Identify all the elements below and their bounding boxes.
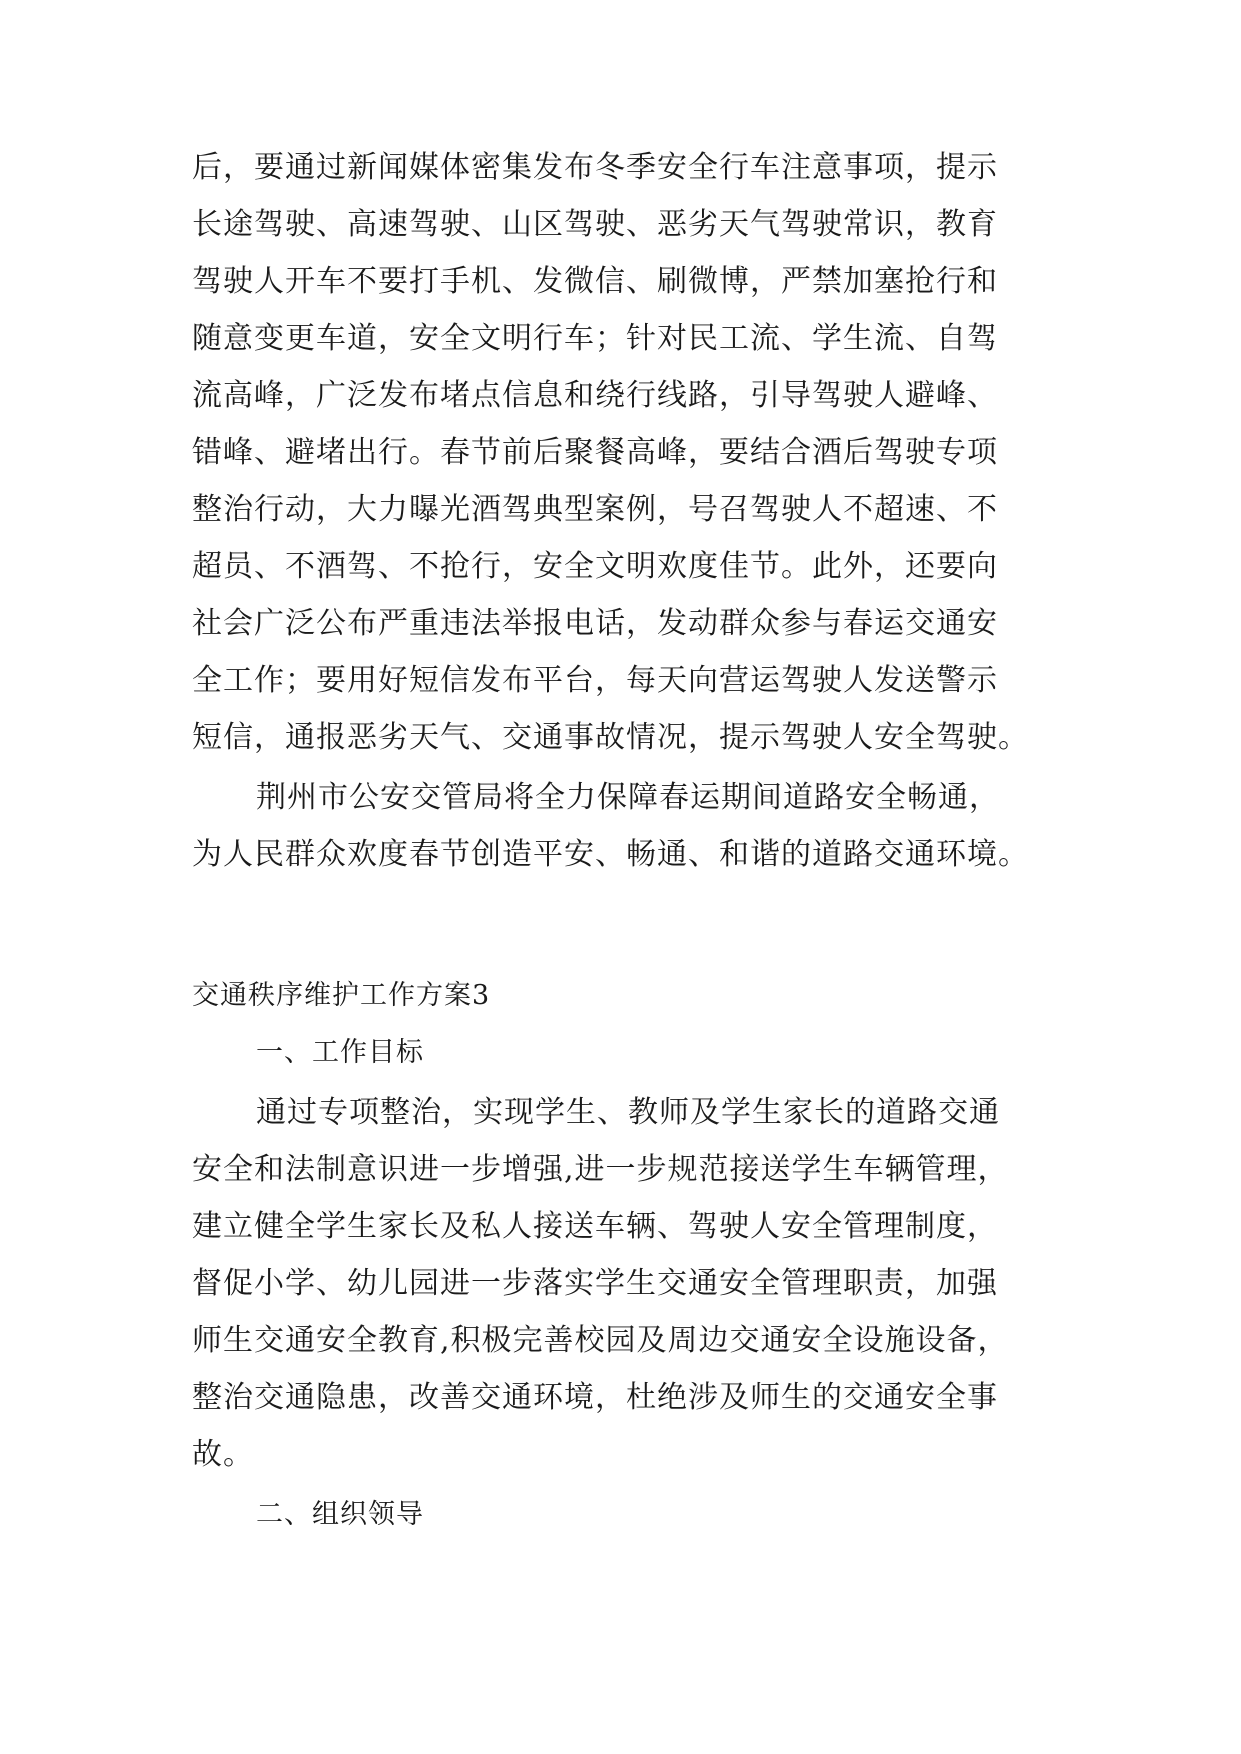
paragraph-line: 安全和法制意识进一步增强,进一步规范接送学生车辆管理， (192, 1152, 1009, 1187)
paragraph-line: 后，要通过新闻媒体密集发布冬季安全行车注意事项，提示 (192, 150, 998, 185)
paragraph-line: 建立健全学生家长及私人接送车辆、驾驶人安全管理制度， (192, 1209, 998, 1244)
paragraph-line: 荆州市公安交管局将全力保障春运期间道路安全畅通， (256, 780, 1000, 815)
paragraph-line: 整治交通隐患，改善交通环境，杜绝涉及师生的交通安全事 (192, 1380, 998, 1415)
paragraph-line: 社会广泛公布严重违法举报电话，发动群众参与春运交通安 (192, 606, 998, 641)
paragraph-line: 流高峰，广泛发布堵点信息和绕行线路，引导驾驶人避峰、 (192, 378, 998, 413)
paragraph-line: 整治行动，大力曝光酒驾典型案例，号召驾驶人不超速、不 (192, 492, 998, 527)
paragraph-line: 通过专项整治，实现学生、教师及学生家长的道路交通 (256, 1095, 1000, 1130)
paragraph-line: 故。 (192, 1437, 254, 1472)
subheading: 二、组织领导 (256, 1499, 424, 1530)
paragraph-line: 短信，通报恶劣天气、交通事故情况，提示驾驶人安全驾驶。 (192, 720, 1029, 755)
paragraph-line: 超员、不酒驾、不抢行，安全文明欢度佳节。此外，还要向 (192, 549, 998, 584)
paragraph-line: 为人民群众欢度春节创造平安、畅通、和谐的道路交通环境。 (192, 837, 1029, 872)
paragraph-line: 错峰、避堵出行。春节前后聚餐高峰，要结合酒后驾驶专项 (192, 435, 998, 470)
paragraph-line: 长途驾驶、高速驾驶、山区驾驶、恶劣天气驾驶常识，教育 (192, 207, 998, 242)
paragraph-line: 督促小学、幼儿园进一步落实学生交通安全管理职责，加强 (192, 1266, 998, 1301)
paragraph-line: 驾驶人开车不要打手机、发微信、刷微博，严禁加塞抢行和 (192, 264, 998, 299)
section-title: 交通秩序维护工作方案3 (192, 980, 491, 1011)
subheading: 一、工作目标 (256, 1037, 424, 1068)
paragraph-line: 随意变更车道，安全文明行车；针对民工流、学生流、自驾 (192, 321, 998, 356)
paragraph-line: 全工作；要用好短信发布平台，每天向营运驾驶人发送警示 (192, 663, 998, 698)
paragraph-line: 师生交通安全教育,积极完善校园及周边交通安全设施设备， (192, 1323, 1009, 1358)
